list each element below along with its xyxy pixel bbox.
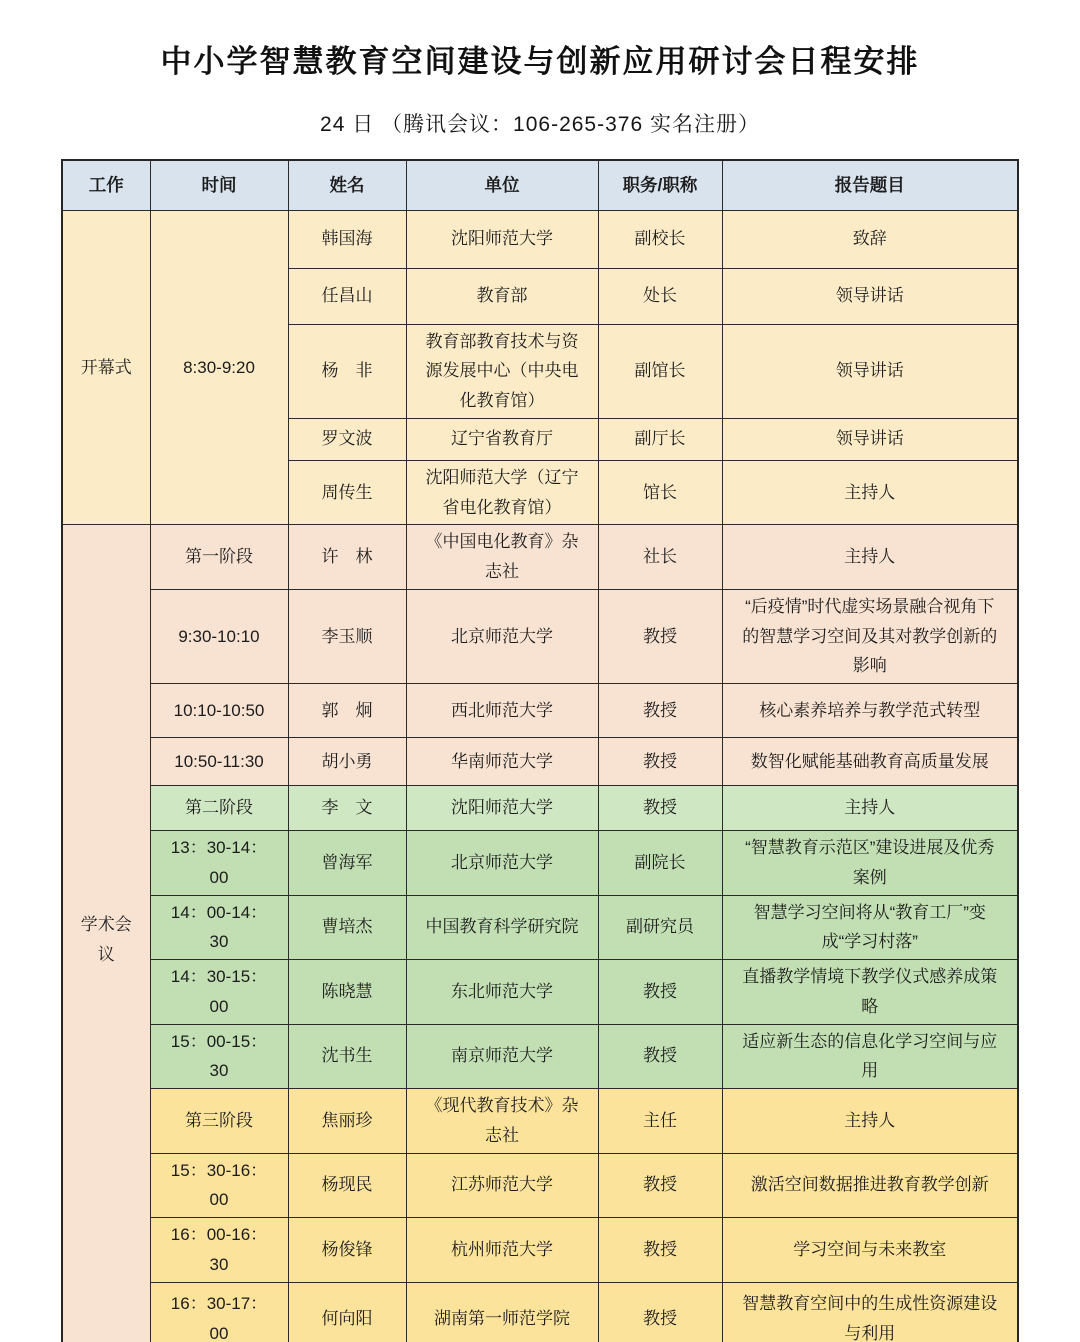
- cell-org: 辽宁省教育厅: [406, 418, 598, 460]
- schedule-row: [62, 895, 1018, 960]
- cell-title: 教授: [598, 786, 722, 831]
- cell-title: 教授: [598, 738, 722, 786]
- cell-time: 10:50-11:30: [150, 738, 288, 786]
- cell-name: 杨俊锋: [288, 1218, 406, 1283]
- page-title: 中小学智慧教育空间建设与创新应用研讨会日程安排: [160, 44, 920, 79]
- cell-org: 华南师范大学: [406, 738, 598, 786]
- cell-work-academic: 学术会议: [62, 525, 150, 1342]
- cell-title: 教授: [598, 1153, 722, 1218]
- cell-title: 副校长: [598, 210, 722, 268]
- cell-topic: 核心素养培养与教学范式转型: [722, 684, 1018, 738]
- cell-org: 沈阳师范大学: [406, 210, 598, 268]
- cell-topic: 领导讲话: [722, 418, 1018, 460]
- schedule-row: [62, 1153, 1018, 1218]
- cell-name: 陈晓慧: [288, 960, 406, 1025]
- cell-name: 韩国海: [288, 210, 406, 268]
- schedule-row: [62, 525, 1018, 590]
- cell-time: 16：30-17：00: [150, 1282, 288, 1342]
- cell-time: 9:30-10:10: [150, 589, 288, 683]
- cell-title: 教授: [598, 684, 722, 738]
- column-header-work: 工作: [62, 160, 150, 210]
- schedule-row: [62, 960, 1018, 1025]
- column-header-topic: 报告题目: [722, 160, 1018, 210]
- cell-title: 教授: [598, 1218, 722, 1283]
- cell-org: 湖南第一师范学院: [406, 1282, 598, 1342]
- cell-title: 副院长: [598, 831, 722, 896]
- cell-topic: 主持人: [722, 460, 1018, 525]
- cell-title: 主任: [598, 1089, 722, 1154]
- cell-topic: 领导讲话: [722, 268, 1018, 324]
- schedule-row: [62, 1282, 1018, 1342]
- cell-name: 胡小勇: [288, 738, 406, 786]
- cell-name: 杨现民: [288, 1153, 406, 1218]
- cell-org: 南京师范大学: [406, 1024, 598, 1089]
- cell-title: 教授: [598, 1282, 722, 1342]
- cell-time: 15：00-15：30: [150, 1024, 288, 1089]
- cell-name: 杨 非: [288, 324, 406, 418]
- cell-name: 焦丽珍: [288, 1089, 406, 1154]
- cell-topic: 数智化赋能基础教育高质量发展: [722, 738, 1018, 786]
- cell-org: 杭州师范大学: [406, 1218, 598, 1283]
- cell-title: 副厅长: [598, 418, 722, 460]
- cell-title: 副馆长: [598, 324, 722, 418]
- cell-topic: 学习空间与未来教室: [722, 1218, 1018, 1283]
- cell-name: 罗文波: [288, 418, 406, 460]
- cell-title: 教授: [598, 960, 722, 1025]
- column-header-name: 姓名: [288, 160, 406, 210]
- cell-time: 14：30-15：00: [150, 960, 288, 1025]
- cell-title: 教授: [598, 589, 722, 683]
- schedule-row: [62, 684, 1018, 738]
- cell-stage-label: 第一阶段: [150, 525, 288, 590]
- cell-title: 副研究员: [598, 895, 722, 960]
- cell-name: 何向阳: [288, 1282, 406, 1342]
- cell-topic: 直播教学情境下教学仪式感养成策略: [722, 960, 1018, 1025]
- cell-topic: “智慧教育示范区”建设进展及优秀案例: [722, 831, 1018, 896]
- cell-title: 馆长: [598, 460, 722, 525]
- cell-time: 14：00-14：30: [150, 895, 288, 960]
- cell-work-opening: 开幕式: [62, 210, 150, 525]
- cell-org: 沈阳师范大学（辽宁省电化教育馆）: [406, 460, 598, 525]
- cell-topic: 主持人: [722, 525, 1018, 590]
- column-header-org: 单位: [406, 160, 598, 210]
- cell-topic: 主持人: [722, 786, 1018, 831]
- schedule-row: [62, 1218, 1018, 1283]
- cell-org: 教育部: [406, 268, 598, 324]
- cell-time: 13：30-14：00: [150, 831, 288, 896]
- cell-org: 中国教育科学研究院: [406, 895, 598, 960]
- cell-topic: “后疫情”时代虚实场景融合视角下的智慧学习空间及其对教学创新的影响: [722, 589, 1018, 683]
- column-header-time: 时间: [150, 160, 288, 210]
- cell-time-opening: 8:30-9:20: [150, 210, 288, 525]
- cell-org: 沈阳师范大学: [406, 786, 598, 831]
- column-header-title: 职务/职称: [598, 160, 722, 210]
- cell-topic: 致辞: [722, 210, 1018, 268]
- schedule-table: [61, 159, 1019, 1342]
- cell-name: 郭 炯: [288, 684, 406, 738]
- cell-topic: 智慧学习空间将从“教育工厂”变成“学习村落”: [722, 895, 1018, 960]
- cell-title: 处长: [598, 268, 722, 324]
- schedule-row: [62, 831, 1018, 896]
- schedule-row: [62, 738, 1018, 786]
- cell-topic: 主持人: [722, 1089, 1018, 1154]
- cell-stage-label: 第二阶段: [150, 786, 288, 831]
- cell-name: 曾海军: [288, 831, 406, 896]
- cell-org: 东北师范大学: [406, 960, 598, 1025]
- cell-org: 江苏师范大学: [406, 1153, 598, 1218]
- cell-name: 李 文: [288, 786, 406, 831]
- cell-org: 北京师范大学: [406, 831, 598, 896]
- cell-org: 北京师范大学: [406, 589, 598, 683]
- cell-topic: 领导讲话: [722, 324, 1018, 418]
- cell-name: 任昌山: [288, 268, 406, 324]
- cell-time: 10:10-10:50: [150, 684, 288, 738]
- cell-name: 沈书生: [288, 1024, 406, 1089]
- cell-time: 16：00-16：30: [150, 1218, 288, 1283]
- cell-time: 15：30-16：00: [150, 1153, 288, 1218]
- schedule-row: [62, 786, 1018, 831]
- schedule-row: [62, 589, 1018, 683]
- cell-org: 《中国电化教育》杂志社: [406, 525, 598, 590]
- cell-title: 教授: [598, 1024, 722, 1089]
- schedule-row: [62, 210, 1018, 268]
- header-row: [62, 160, 1018, 210]
- cell-org: 教育部教育技术与资源发展中心（中央电化教育馆）: [406, 324, 598, 418]
- schedule-row: [62, 1024, 1018, 1089]
- cell-name: 曹培杰: [288, 895, 406, 960]
- cell-topic: 适应新生态的信息化学习空间与应用: [722, 1024, 1018, 1089]
- cell-topic: 智慧教育空间中的生成性资源建设与利用: [722, 1282, 1018, 1342]
- schedule-row: [62, 1089, 1018, 1154]
- cell-title: 社长: [598, 525, 722, 590]
- cell-org: 西北师范大学: [406, 684, 598, 738]
- cell-name: 李玉顺: [288, 589, 406, 683]
- cell-org: 《现代教育技术》杂志社: [406, 1089, 598, 1154]
- cell-stage-label: 第三阶段: [150, 1089, 288, 1154]
- cell-name: 许 林: [288, 525, 406, 590]
- cell-name: 周传生: [288, 460, 406, 525]
- meeting-info: 24 日 （腾讯会议：106-265-376 实名注册）: [320, 113, 760, 136]
- cell-topic: 激活空间数据推进教育教学创新: [722, 1153, 1018, 1218]
